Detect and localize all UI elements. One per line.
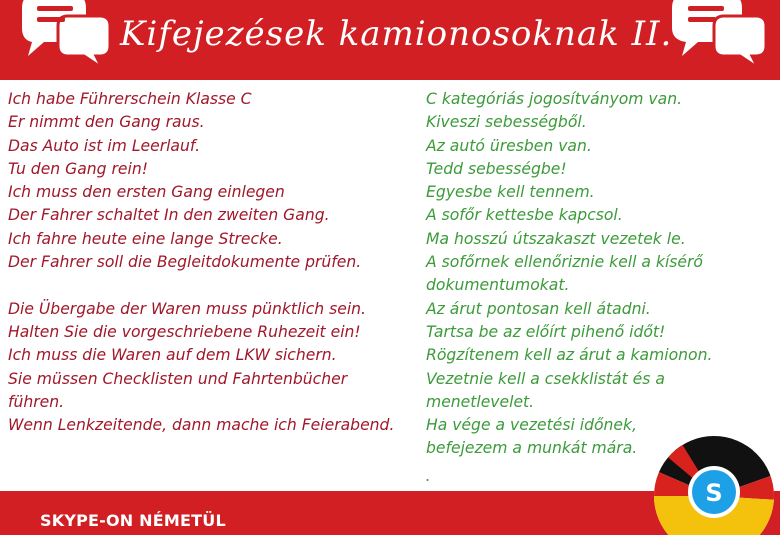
german-line: Ich fahre heute eine lange Strecke. (8, 229, 283, 248)
german-line: Der Fahrer schaltet In den zweiten Gang. (8, 206, 330, 225)
trailing-dot: . (425, 466, 431, 485)
german-line: Tu den Gang rein! (8, 159, 148, 178)
hungarian-line: Ma hosszú útszakaszt vezetek le. (426, 229, 686, 248)
german-line: Wenn Lenkzeitende, dann mache ich Feierabend. (8, 416, 395, 435)
page-title: Kifejezések kamionosoknak II. (120, 14, 673, 54)
header-bar (0, 0, 780, 80)
german-line: Ich habe Führerschein Klasse C (8, 90, 252, 108)
footer-label: SKYPE-ON NÉMETÜL (40, 511, 226, 530)
hungarian-line: dokumentumokat. (426, 276, 570, 295)
hungarian-line: Ha vége a vezetési időnek, (426, 416, 637, 435)
hungarian-line: A sofőrnek ellenőriznie kell a kísérő (426, 253, 703, 272)
german-line: führen. (8, 392, 65, 411)
german-line: Ich muss die Waren auf dem LKW sichern. (8, 346, 337, 365)
chat-bubbles-icon (10, 0, 115, 75)
hungarian-line: Az árut pontosan kell átadni. (426, 299, 651, 318)
section-gap (8, 274, 418, 297)
hungarian-line: Az autó üresben van. (426, 136, 592, 155)
hungarian-line: menetlevelet. (426, 392, 535, 411)
german-line: Der Fahrer soll die Begleitdokumente prüfen. (8, 253, 362, 272)
hungarian-line: C kategóriás jogosítványom van. (426, 90, 683, 108)
hungarian-line: befejezem a munkát mára. (426, 439, 638, 458)
hungarian-line: Kiveszi sebességből. (426, 113, 587, 132)
hungarian-column (426, 88, 746, 461)
hungarian-line: Rögzítenem kell az árut a kamionon. (426, 346, 713, 365)
hungarian-line: Tartsa be az előírt pihenő időt! (426, 322, 666, 341)
hungarian-line: A sofőr kettesbe kapcsol. (426, 206, 623, 225)
german-line: Die Übergabe der Waren muss pünktlich sein. (8, 299, 366, 318)
german-line: Er nimmt den Gang raus. (8, 113, 205, 132)
german-line: Das Auto ist im Leerlauf. (8, 136, 201, 155)
hungarian-line: Egyesbe kell tennem. (426, 183, 595, 202)
german-line: Halten Sie die vorgeschriebene Ruhezeit ein! (8, 322, 361, 341)
hungarian-line: Vezetnie kell a csekklistát és a (426, 369, 665, 388)
logo-letter: S (705, 479, 723, 507)
german-line: Sie müssen Checklisten und Fahrtenbücher (8, 369, 348, 388)
skype-german-flag-logo (636, 430, 780, 535)
chat-bubbles-icon (662, 0, 772, 75)
german-line: Ich muss den ersten Gang einlegen (8, 183, 285, 202)
hungarian-line: Tedd sebességbe! (426, 159, 567, 178)
german-column (8, 88, 418, 437)
